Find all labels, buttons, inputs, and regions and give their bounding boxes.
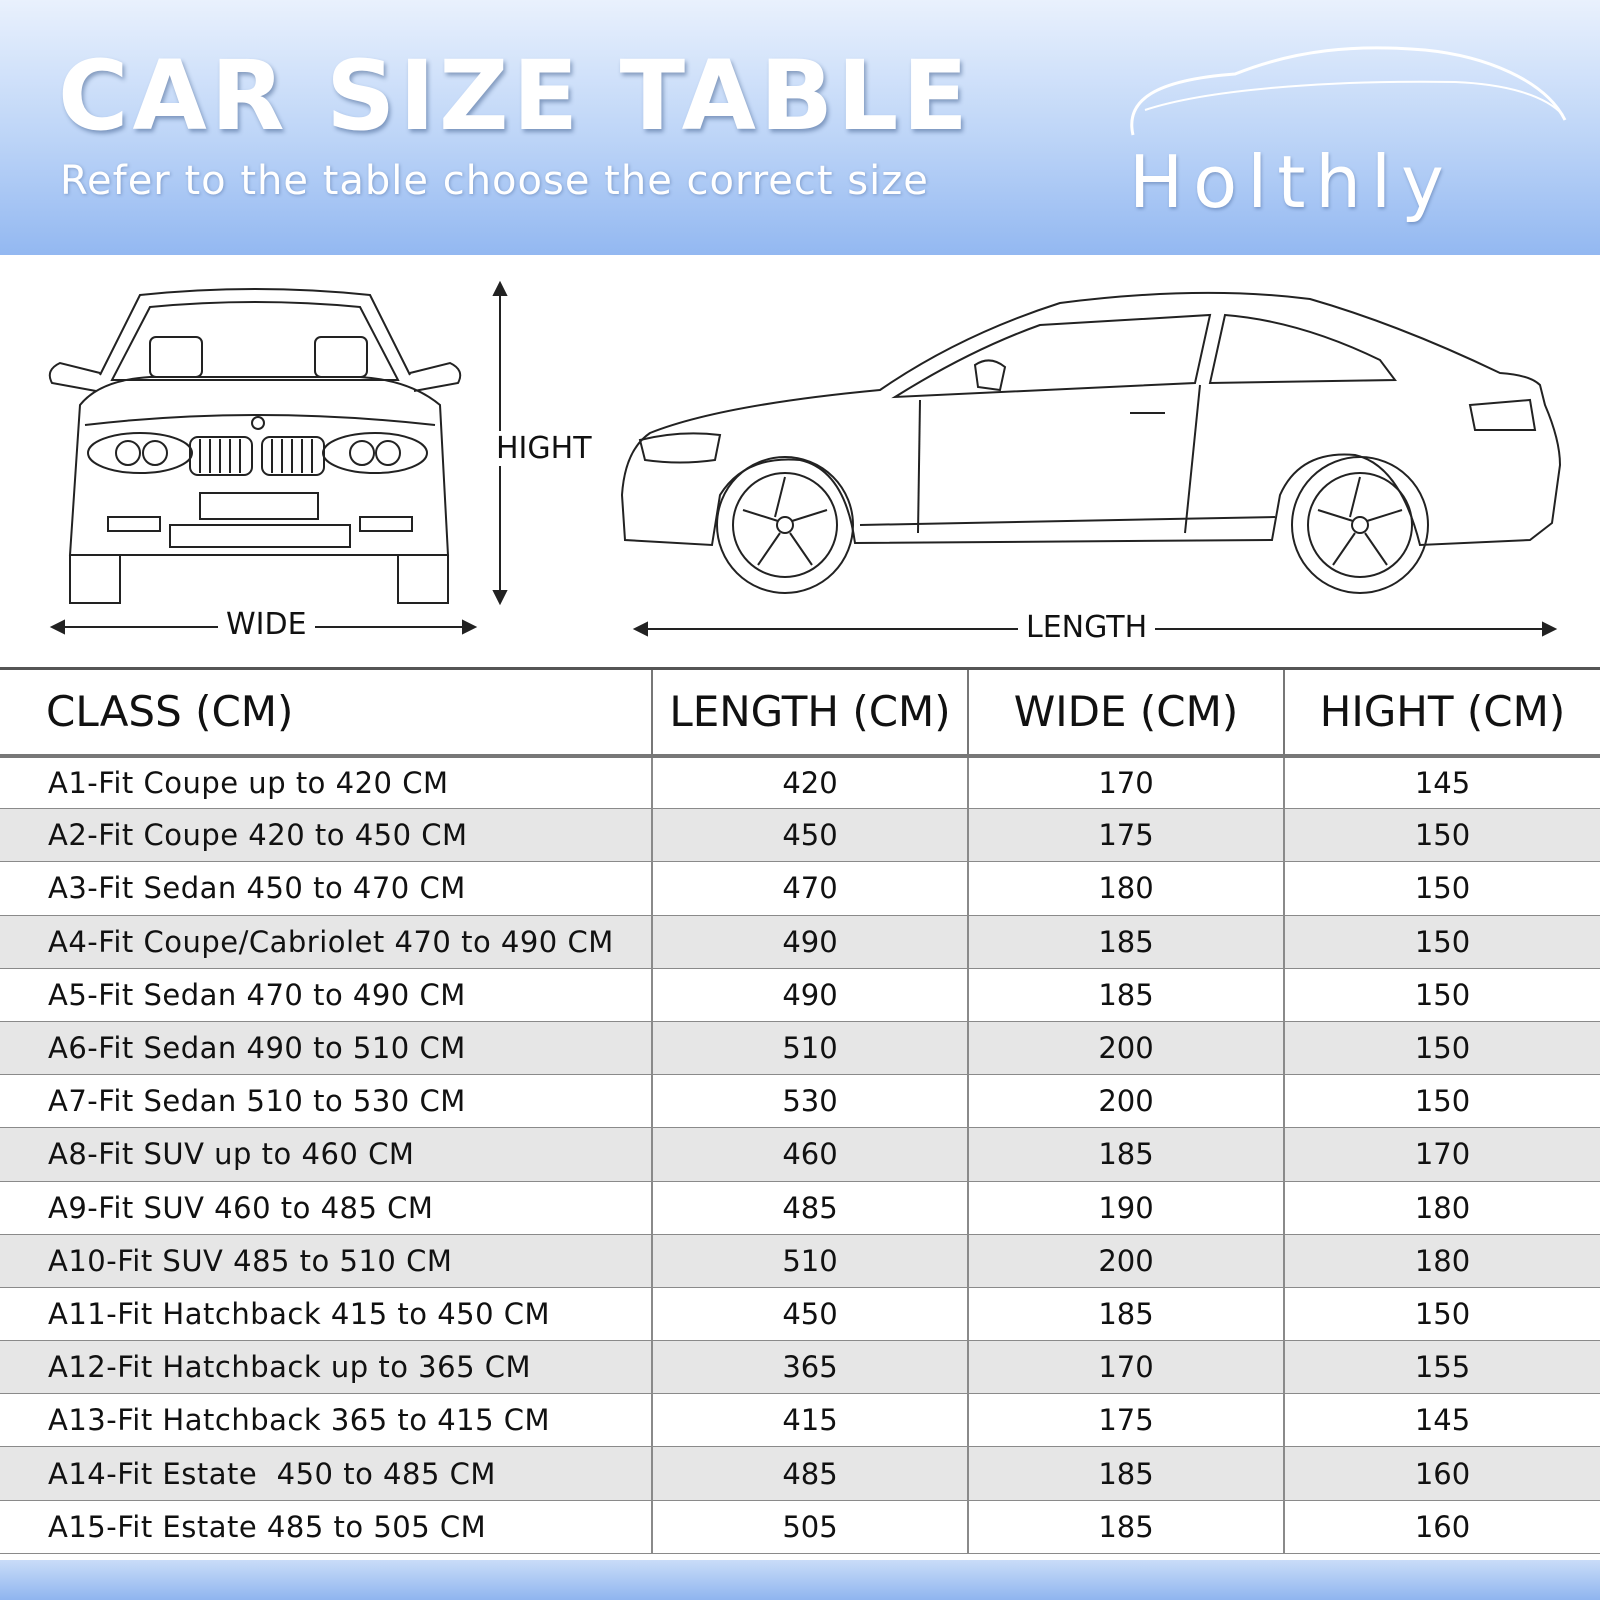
cell-wide: 185 [968, 915, 1284, 968]
cell-wide: 170 [968, 1341, 1284, 1394]
cell-length: 510 [652, 1234, 968, 1287]
cell-class: A15-Fit Estate 485 to 505 CM [0, 1500, 652, 1553]
column-header-hight: HIGHT (CM) [1284, 669, 1600, 756]
cell-class: A9-Fit SUV 460 to 485 CM [0, 1181, 652, 1234]
cell-class: A3-Fit Sedan 450 to 470 CM [0, 862, 652, 915]
cell-wide: 180 [968, 862, 1284, 915]
cell-class: A13-Fit Hatchback 365 to 415 CM [0, 1394, 652, 1447]
cell-hight: 150 [1284, 1021, 1600, 1074]
length-label: LENGTH [1018, 610, 1155, 645]
footer-bar [0, 1560, 1600, 1600]
cell-hight: 145 [1284, 756, 1600, 809]
table-row [0, 756, 1600, 809]
cell-length: 415 [652, 1394, 968, 1447]
cell-length: 485 [652, 1181, 968, 1234]
cell-hight: 150 [1284, 1287, 1600, 1340]
cell-hight: 150 [1284, 1075, 1600, 1128]
column-header-class: CLASS (CM) [0, 669, 652, 756]
car-front-view-icon [50, 283, 506, 633]
cell-length: 530 [652, 1075, 968, 1128]
cell-hight: 180 [1284, 1234, 1600, 1287]
table-header-row [0, 669, 1600, 756]
cell-length: 490 [652, 968, 968, 1021]
cell-hight: 150 [1284, 968, 1600, 1021]
cell-length: 470 [652, 862, 968, 915]
cell-wide: 175 [968, 809, 1284, 862]
cell-class: A5-Fit Sedan 470 to 490 CM [0, 968, 652, 1021]
cell-wide: 185 [968, 1500, 1284, 1553]
column-header-length: LENGTH (CM) [652, 669, 968, 756]
cell-hight: 180 [1284, 1181, 1600, 1234]
header-banner [0, 0, 1600, 255]
table-row [0, 1287, 1600, 1340]
car-swoosh-icon [1125, 40, 1575, 150]
width-label: WIDE [218, 607, 315, 642]
page-subtitle: Refer to the table choose the correct size [60, 158, 929, 204]
table-row [0, 1021, 1600, 1074]
cell-length: 420 [652, 756, 968, 809]
cell-hight: 145 [1284, 1394, 1600, 1447]
cell-class: A8-Fit SUV up to 460 CM [0, 1128, 652, 1181]
cell-wide: 185 [968, 1128, 1284, 1181]
cell-wide: 185 [968, 968, 1284, 1021]
cell-wide: 190 [968, 1181, 1284, 1234]
cell-wide: 185 [968, 1447, 1284, 1500]
cell-hight: 150 [1284, 809, 1600, 862]
cell-class: A6-Fit Sedan 490 to 510 CM [0, 1021, 652, 1074]
cell-length: 490 [652, 915, 968, 968]
cell-wide: 200 [968, 1021, 1284, 1074]
table-row [0, 1234, 1600, 1287]
cell-length: 485 [652, 1447, 968, 1500]
brand-name: Holthly [1129, 140, 1454, 224]
cell-wide: 175 [968, 1394, 1284, 1447]
cell-class: A14-Fit Estate 450 to 485 CM [0, 1447, 652, 1500]
table-row [0, 1075, 1600, 1128]
cell-wide: 200 [968, 1234, 1284, 1287]
cell-hight: 150 [1284, 862, 1600, 915]
cell-hight: 170 [1284, 1128, 1600, 1181]
table-row [0, 1341, 1600, 1394]
cell-class: A11-Fit Hatchback 415 to 450 CM [0, 1287, 652, 1340]
cell-class: A4-Fit Coupe/Cabriolet 470 to 490 CM [0, 915, 652, 968]
table-row [0, 809, 1600, 862]
cell-hight: 150 [1284, 915, 1600, 968]
car-dimension-diagram [0, 255, 1600, 665]
table-row [0, 1500, 1600, 1553]
cell-class: A2-Fit Coupe 420 to 450 CM [0, 809, 652, 862]
cell-length: 460 [652, 1128, 968, 1181]
column-header-wide: WIDE (CM) [968, 669, 1284, 756]
cell-class: A10-Fit SUV 485 to 510 CM [0, 1234, 652, 1287]
height-label: HIGHT [488, 431, 600, 466]
cell-class: A7-Fit Sedan 510 to 530 CM [0, 1075, 652, 1128]
size-table [0, 667, 1600, 1554]
table-row [0, 1128, 1600, 1181]
table-row [0, 862, 1600, 915]
table-row [0, 1181, 1600, 1234]
cell-length: 450 [652, 809, 968, 862]
cell-hight: 155 [1284, 1341, 1600, 1394]
cell-wide: 185 [968, 1287, 1284, 1340]
page-title: CAR SIZE TABLE [58, 40, 972, 152]
cell-wide: 200 [968, 1075, 1284, 1128]
cell-hight: 160 [1284, 1500, 1600, 1553]
cell-wide: 170 [968, 756, 1284, 809]
cell-length: 510 [652, 1021, 968, 1074]
cell-class: A12-Fit Hatchback up to 365 CM [0, 1341, 652, 1394]
table-row [0, 1447, 1600, 1500]
cell-class: A1-Fit Coupe up to 420 CM [0, 756, 652, 809]
table-row [0, 915, 1600, 968]
table-row [0, 968, 1600, 1021]
car-side-view-icon [622, 293, 1560, 635]
cell-length: 505 [652, 1500, 968, 1553]
table-row [0, 1394, 1600, 1447]
brand-logo [1125, 40, 1575, 224]
cell-length: 450 [652, 1287, 968, 1340]
cell-length: 365 [652, 1341, 968, 1394]
cell-hight: 160 [1284, 1447, 1600, 1500]
